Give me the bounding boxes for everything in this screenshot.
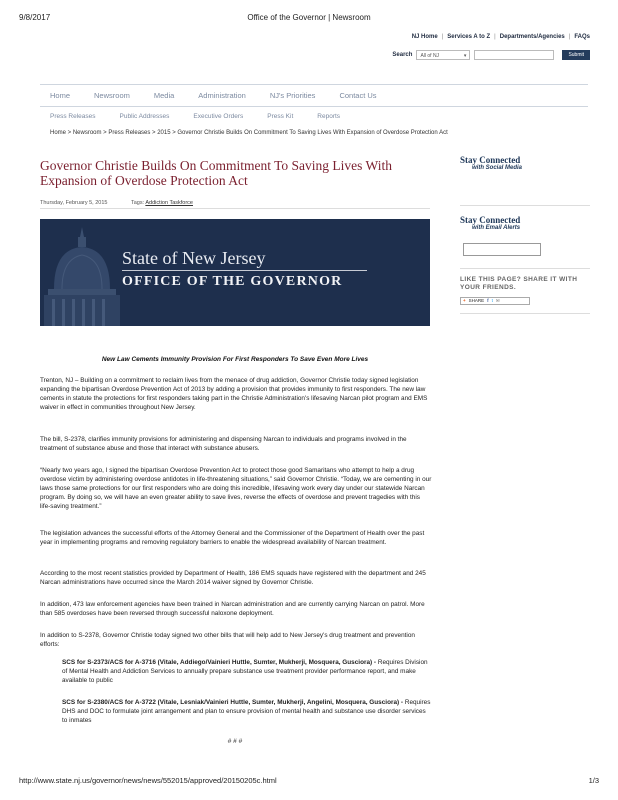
banner-state-text: State of New Jersey (122, 248, 266, 268)
plus-icon: + (463, 298, 466, 303)
nav-newsroom[interactable]: Newsroom (94, 91, 130, 100)
subnav-public-addresses[interactable]: Public Addresses (119, 113, 170, 120)
twitter-icon: t (491, 298, 493, 303)
faqs-link[interactable]: FAQs (574, 34, 590, 40)
nav-divider-top (40, 84, 588, 85)
facebook-icon: f (487, 298, 489, 303)
banner-rule (122, 270, 367, 271)
social-title: Stay Connected (460, 155, 521, 165)
end-mark: # # # (227, 738, 243, 745)
tags-label: Tags: (131, 200, 145, 206)
email-alerts-block (460, 215, 590, 231)
main-nav (50, 91, 401, 100)
nj-home-link[interactable]: NJ Home (411, 34, 438, 40)
paragraph-6: In addition, 473 law enforcement agencies have been trained in Narcan administration and are currently carrying Narcan on patrol. More than 585 overdoses have been reversed through successful naloxone deployment. (40, 601, 425, 617)
search-label: Search (392, 52, 413, 58)
search-scope-select[interactable] (416, 50, 470, 60)
subnav-reports[interactable]: Reports (317, 113, 341, 120)
search-bar (392, 50, 590, 60)
subnav-press-releases[interactable]: Press Releases (50, 113, 96, 120)
social-media-block (460, 155, 590, 171)
nav-divider-bottom (40, 106, 588, 107)
share-button[interactable] (460, 297, 530, 305)
departments-link[interactable]: Departments/Agencies (499, 34, 565, 40)
paragraph-1: Trenton, NJ – Building on a commitment to reclaim lives from the menace of drug addiction, Governor Christie today signed legislation expanding the bipartisan Overdose Prevention Act of 2013 by adding a provision that provides immunity to first responders. The new law cements in statute the protections for first responders taking part in the Christie Administration's lifesaving Narcan pilot program and EMS waiver in effect in communities throughout New Jersey. (40, 377, 428, 411)
submit-button[interactable]: Submit (562, 50, 590, 60)
paragraph-4: The legislation advances the successful efforts of the Attorney General and the Commissioner of the Department of Health over the past year in implementing programs and removing regulatory barriers to enable the widespread availability of Narcan treatment. (40, 530, 425, 546)
nav-priorities[interactable]: NJ's Priorities (269, 91, 316, 100)
email-icon: ✉ (495, 298, 500, 303)
page-url: http://www.state.nj.us/governor/news/news/552015/approved/20150205c.html (19, 776, 277, 785)
subnav-executive-orders[interactable]: Executive Orders (193, 113, 244, 120)
nav-administration[interactable]: Administration (198, 91, 246, 100)
nav-home[interactable]: Home (50, 91, 71, 100)
share-label: SHARE (468, 298, 485, 303)
subnav-press-kit[interactable]: Press Kit (267, 113, 294, 120)
paragraph-3: “Nearly two years ago, I signed the bipartisan Overdose Prevention Act to protect those good Samaritans who attempt to help a drug overdose victim by administering overdose antidotes in life-threatening situations,” said Governor Christie. “Today, we are cementing in our laws those same protections for our first responders who are doing this incredible, lifesaving work every day under our statewide Narcan program. By doing so, we will have an even greater ability to save lives, reverse the effects of overdose and prevent tragedies with this life-saving treatment.” (40, 467, 432, 510)
services-link[interactable]: Services A to Z (447, 34, 491, 40)
search-input[interactable] (474, 50, 554, 60)
sub-nav (50, 113, 364, 120)
sidebar-divider (460, 205, 590, 206)
breadcrumb[interactable]: Home > Newsroom > Press Releases > 2015 > Governor Christie Builds On Commitment To Saving Lives With Expansion of Overdose Protection Act (50, 130, 448, 136)
share-prompt: LIKE THIS PAGE? SHARE IT WITH YOUR FRIENDS. (460, 276, 578, 291)
article-meta (40, 200, 193, 206)
chevron-down-icon: ▾ (463, 53, 467, 59)
page-title: Governor Christie Builds On Commitment To Saving Lives With Expansion of Overdose Protection Act (40, 158, 393, 188)
bill-item (62, 659, 432, 686)
social-subtitle[interactable]: with Social Media (472, 165, 523, 171)
print-date: 9/8/2017 (19, 13, 51, 22)
article-date: Thursday, February 5, 2015 (40, 200, 108, 206)
nav-contact[interactable]: Contact Us (339, 91, 377, 100)
search-scope-value: All of NJ (420, 53, 440, 59)
top-links: NJ Home | Services A to Z | Departments/Agencies | FAQs (411, 34, 590, 40)
bill-heading: SCS for S-2373/ACS for A-3716 (Vitale, Addiego/Vainieri Huttle, Sumter, Mukherji, Mosquera, Gusciora) - (62, 659, 377, 666)
sidebar-divider (460, 268, 590, 269)
bill-description: Requires DHS and DOC to formulate joint arrangement and plan to ensure provision of mental health and substance use disorder services to inmates (62, 699, 431, 724)
bill-item (62, 699, 432, 726)
paragraph-5: According to the most recent statistics provided by Department of Health, 186 EMS squads have registered with the department and 245 Narcan administrations have occurred since the March 2014 waiver signed by Governor Christie. (40, 570, 426, 586)
email-subtitle[interactable]: with Email Alerts (472, 225, 521, 231)
sidebar-divider (460, 313, 590, 314)
print-title: Office of the Governor | Newsroom (247, 13, 371, 22)
email-title: Stay Connected (460, 215, 521, 225)
banner-office-text: OFFICE OF THE GOVERNOR (122, 274, 343, 289)
tag-link[interactable]: Addiction Taskforce (145, 200, 193, 206)
paragraph-2: The bill, S-2378, clarifies immunity provisions for administering and dispensing Narcan to individuals and programs involved in the treatment of substance abuse and those that interact with substance abusers. (40, 436, 407, 452)
page-number: 1/3 (588, 776, 599, 785)
capitol-dome-icon (40, 219, 125, 326)
email-input[interactable] (463, 243, 541, 256)
bill-description: Requires Division of Mental Health and Addiction Services to annually prepare substance use treatment provider performance report, and make available to public (62, 659, 428, 684)
article-subhead: New Law Cements Immunity Provision For First Responders To Save Even More Lives (101, 356, 369, 363)
bill-heading: SCS for S-2380/ACS for A-3722 (Vitale, Lesniak/Vainieri Huttle, Sumter, Mukherji, Angelini, Mosquera, Gusciora) - (62, 699, 404, 706)
meta-divider (40, 208, 430, 209)
governor-banner (40, 219, 430, 326)
paragraph-7: In addition to S-2378, Governor Christie today signed two other bills that will help add to New Jersey's drug treatment and prevention efforts: (40, 632, 415, 648)
nav-media[interactable]: Media (153, 91, 175, 100)
